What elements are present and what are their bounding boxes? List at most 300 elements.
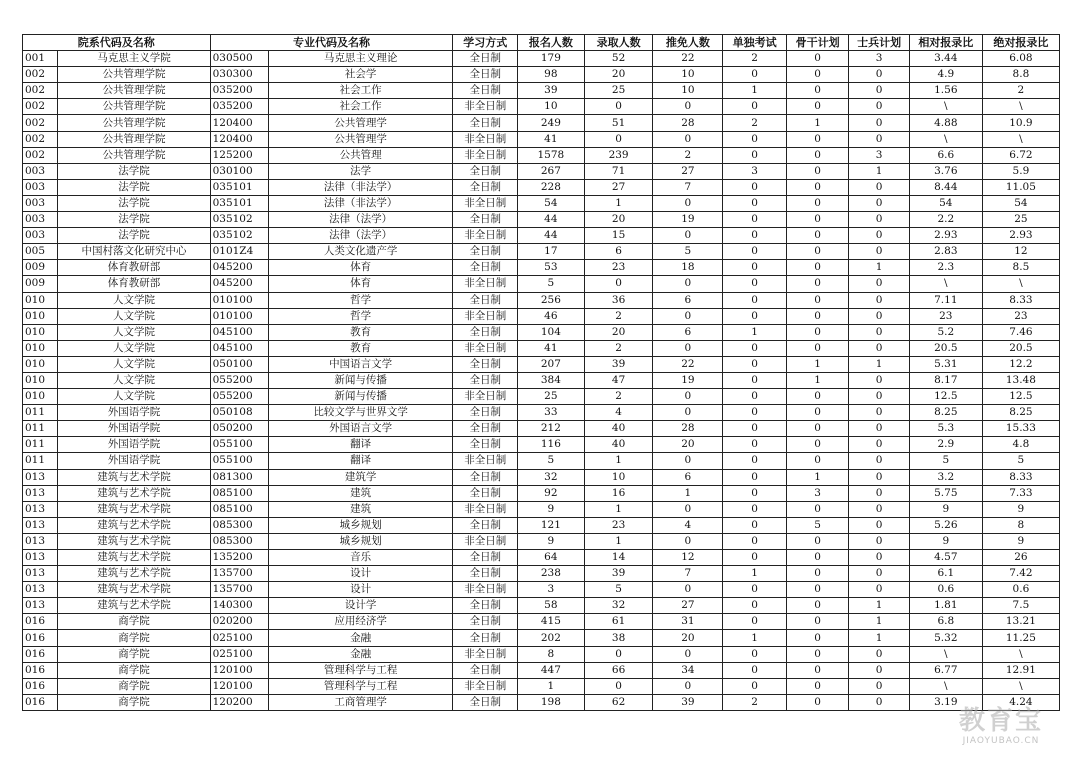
cell-relative-ratio: 5.3 <box>909 421 982 437</box>
cell-relative-ratio: \ <box>909 646 982 662</box>
cell-relative-ratio: 12.5 <box>909 389 982 405</box>
cell-dept-name: 公共管理学院 <box>58 147 210 163</box>
table-row <box>23 517 1060 533</box>
cell-admitted: 6 <box>584 244 653 260</box>
col-header-department: 院系代码及名称 <box>23 35 211 51</box>
cell-major-code: 035101 <box>210 179 268 195</box>
cell-dept-code: 010 <box>23 292 58 308</box>
cell-major-code: 055200 <box>210 372 268 388</box>
table-row <box>23 646 1060 662</box>
cell-major-name: 人类文化遗产学 <box>268 244 452 260</box>
cell-major-name: 城乡规划 <box>268 533 452 549</box>
cell-soldier-plan: 0 <box>849 550 909 566</box>
cell-relative-ratio: 0.6 <box>909 582 982 598</box>
cell-separate-exam: 2 <box>723 115 787 131</box>
cell-absolute-ratio: 26 <box>982 550 1059 566</box>
cell-applicants: 32 <box>518 469 585 485</box>
cell-major-code: 030100 <box>210 163 268 179</box>
cell-dept-code: 002 <box>23 131 58 147</box>
cell-dept-name: 人文学院 <box>58 389 210 405</box>
cell-absolute-ratio: \ <box>982 646 1059 662</box>
cell-applicants: 98 <box>518 67 585 83</box>
cell-dept-code: 016 <box>23 646 58 662</box>
cell-relative-ratio: 3.19 <box>909 694 982 710</box>
cell-soldier-plan: 0 <box>849 131 909 147</box>
cell-separate-exam: 3 <box>723 163 787 179</box>
cell-dept-code: 010 <box>23 389 58 405</box>
cell-study-mode: 全日制 <box>453 179 518 195</box>
cell-soldier-plan: 0 <box>849 517 909 533</box>
cell-dept-code: 016 <box>23 614 58 630</box>
cell-applicants: 64 <box>518 550 585 566</box>
cell-dept-code: 003 <box>23 228 58 244</box>
cell-dept-name: 法学院 <box>58 179 210 195</box>
cell-soldier-plan: 1 <box>849 614 909 630</box>
cell-absolute-ratio: 13.48 <box>982 372 1059 388</box>
cell-absolute-ratio: 7.46 <box>982 324 1059 340</box>
cell-dept-code: 005 <box>23 244 58 260</box>
cell-recommended: 39 <box>653 694 723 710</box>
cell-major-code: 135700 <box>210 582 268 598</box>
cell-recommended: 28 <box>653 115 723 131</box>
cell-applicants: 207 <box>518 356 585 372</box>
cell-dept-name: 公共管理学院 <box>58 67 210 83</box>
table-row <box>23 630 1060 646</box>
cell-relative-ratio: \ <box>909 678 982 694</box>
cell-backbone-plan: 0 <box>786 614 849 630</box>
cell-backbone-plan: 0 <box>786 533 849 549</box>
cell-major-code: 120100 <box>210 662 268 678</box>
cell-recommended: 20 <box>653 630 723 646</box>
cell-study-mode: 全日制 <box>453 244 518 260</box>
cell-recommended: 0 <box>653 389 723 405</box>
cell-study-mode: 全日制 <box>453 485 518 501</box>
cell-major-name: 公共管理 <box>268 147 452 163</box>
cell-admitted: 4 <box>584 405 653 421</box>
cell-separate-exam: 0 <box>723 405 787 421</box>
cell-separate-exam: 0 <box>723 212 787 228</box>
col-header-backbone-plan: 骨干计划 <box>786 35 849 51</box>
cell-separate-exam: 0 <box>723 550 787 566</box>
cell-admitted: 15 <box>584 228 653 244</box>
cell-recommended: 0 <box>653 678 723 694</box>
cell-admitted: 0 <box>584 131 653 147</box>
cell-soldier-plan: 0 <box>849 566 909 582</box>
cell-major-name: 哲学 <box>268 292 452 308</box>
cell-separate-exam: 0 <box>723 437 787 453</box>
cell-absolute-ratio: 9 <box>982 501 1059 517</box>
table-row <box>23 276 1060 292</box>
cell-dept-name: 外国语学院 <box>58 405 210 421</box>
cell-relative-ratio: 5.32 <box>909 630 982 646</box>
cell-dept-code: 013 <box>23 485 58 501</box>
cell-soldier-plan: 0 <box>849 308 909 324</box>
cell-admitted: 14 <box>584 550 653 566</box>
cell-major-code: 035102 <box>210 228 268 244</box>
cell-applicants: 54 <box>518 195 585 211</box>
cell-major-name: 公共管理学 <box>268 115 452 131</box>
cell-relative-ratio: 5.31 <box>909 356 982 372</box>
cell-admitted: 16 <box>584 485 653 501</box>
cell-separate-exam: 0 <box>723 678 787 694</box>
cell-major-code: 055100 <box>210 437 268 453</box>
table-row <box>23 131 1060 147</box>
cell-separate-exam: 0 <box>723 147 787 163</box>
watermark-text: 教育宝 <box>958 706 1043 736</box>
cell-major-name: 建筑 <box>268 485 452 501</box>
cell-absolute-ratio: 8.8 <box>982 67 1059 83</box>
cell-dept-name: 体育教研部 <box>58 260 210 276</box>
cell-study-mode: 全日制 <box>453 372 518 388</box>
cell-backbone-plan: 0 <box>786 550 849 566</box>
cell-admitted: 1 <box>584 501 653 517</box>
cell-relative-ratio: 7.11 <box>909 292 982 308</box>
cell-absolute-ratio: 7.42 <box>982 566 1059 582</box>
cell-dept-code: 003 <box>23 163 58 179</box>
table-row <box>23 533 1060 549</box>
cell-major-code: 055100 <box>210 453 268 469</box>
cell-major-code: 050100 <box>210 356 268 372</box>
cell-backbone-plan: 0 <box>786 678 849 694</box>
cell-major-name: 翻译 <box>268 437 452 453</box>
cell-dept-name: 马克思主义学院 <box>58 51 210 67</box>
cell-study-mode: 非全日制 <box>453 582 518 598</box>
cell-major-name: 法律（法学） <box>268 228 452 244</box>
table-row <box>23 212 1060 228</box>
watermark-logo <box>946 706 1056 746</box>
cell-admitted: 10 <box>584 469 653 485</box>
col-header-separate-exam: 单独考试 <box>723 35 787 51</box>
cell-relative-ratio: 3.2 <box>909 469 982 485</box>
cell-backbone-plan: 0 <box>786 582 849 598</box>
cell-major-name: 城乡规划 <box>268 517 452 533</box>
col-header-admitted: 录取人数 <box>584 35 653 51</box>
cell-major-code: 120400 <box>210 131 268 147</box>
cell-relative-ratio: 1.81 <box>909 598 982 614</box>
cell-relative-ratio: \ <box>909 276 982 292</box>
cell-major-code: 045200 <box>210 276 268 292</box>
cell-soldier-plan: 0 <box>849 582 909 598</box>
cell-soldier-plan: 1 <box>849 163 909 179</box>
cell-dept-code: 011 <box>23 405 58 421</box>
cell-soldier-plan: 0 <box>849 67 909 83</box>
cell-separate-exam: 0 <box>723 195 787 211</box>
table-row <box>23 405 1060 421</box>
cell-backbone-plan: 0 <box>786 276 849 292</box>
cell-relative-ratio: 6.77 <box>909 662 982 678</box>
cell-major-code: 085100 <box>210 485 268 501</box>
cell-study-mode: 全日制 <box>453 356 518 372</box>
cell-applicants: 179 <box>518 51 585 67</box>
cell-dept-name: 建筑与艺术学院 <box>58 598 210 614</box>
cell-admitted: 239 <box>584 147 653 163</box>
cell-soldier-plan: 0 <box>849 453 909 469</box>
table-row <box>23 566 1060 582</box>
cell-relative-ratio: \ <box>909 131 982 147</box>
cell-separate-exam: 2 <box>723 51 787 67</box>
cell-backbone-plan: 0 <box>786 212 849 228</box>
cell-separate-exam: 0 <box>723 421 787 437</box>
table-row <box>23 453 1060 469</box>
cell-relative-ratio: 8.17 <box>909 372 982 388</box>
cell-absolute-ratio: 11.25 <box>982 630 1059 646</box>
cell-study-mode: 全日制 <box>453 405 518 421</box>
cell-dept-name: 建筑与艺术学院 <box>58 582 210 598</box>
cell-dept-name: 外国语学院 <box>58 421 210 437</box>
cell-study-mode: 非全日制 <box>453 340 518 356</box>
table-row <box>23 308 1060 324</box>
table-body <box>23 51 1060 711</box>
cell-recommended: 22 <box>653 51 723 67</box>
cell-major-name: 新闻与传播 <box>268 389 452 405</box>
cell-study-mode: 非全日制 <box>453 389 518 405</box>
cell-recommended: 10 <box>653 67 723 83</box>
cell-major-name: 法律（非法学） <box>268 179 452 195</box>
table-row <box>23 163 1060 179</box>
cell-backbone-plan: 0 <box>786 260 849 276</box>
cell-major-code: 125200 <box>210 147 268 163</box>
cell-absolute-ratio: 7.33 <box>982 485 1059 501</box>
cell-applicants: 384 <box>518 372 585 388</box>
cell-backbone-plan: 0 <box>786 67 849 83</box>
cell-absolute-ratio: \ <box>982 678 1059 694</box>
cell-separate-exam: 0 <box>723 646 787 662</box>
cell-applicants: 121 <box>518 517 585 533</box>
table-row <box>23 324 1060 340</box>
cell-major-code: 120100 <box>210 678 268 694</box>
cell-absolute-ratio: 15.33 <box>982 421 1059 437</box>
cell-backbone-plan: 0 <box>786 83 849 99</box>
cell-study-mode: 非全日制 <box>453 501 518 517</box>
cell-recommended: 0 <box>653 453 723 469</box>
cell-backbone-plan: 1 <box>786 469 849 485</box>
cell-relative-ratio: 2.93 <box>909 228 982 244</box>
cell-absolute-ratio: 23 <box>982 308 1059 324</box>
cell-dept-name: 人文学院 <box>58 308 210 324</box>
cell-dept-name: 建筑与艺术学院 <box>58 469 210 485</box>
cell-major-code: 030500 <box>210 51 268 67</box>
cell-study-mode: 全日制 <box>453 51 518 67</box>
cell-major-code: 035200 <box>210 99 268 115</box>
cell-major-name: 金融 <box>268 630 452 646</box>
cell-recommended: 10 <box>653 83 723 99</box>
cell-major-code: 085300 <box>210 533 268 549</box>
cell-soldier-plan: 0 <box>849 662 909 678</box>
cell-backbone-plan: 0 <box>786 228 849 244</box>
cell-applicants: 238 <box>518 566 585 582</box>
table-row <box>23 678 1060 694</box>
cell-separate-exam: 0 <box>723 356 787 372</box>
cell-major-code: 045200 <box>210 260 268 276</box>
table-row <box>23 694 1060 710</box>
cell-admitted: 0 <box>584 678 653 694</box>
table-row <box>23 51 1060 67</box>
table-row <box>23 421 1060 437</box>
cell-soldier-plan: 0 <box>849 421 909 437</box>
cell-dept-name: 法学院 <box>58 163 210 179</box>
table-row <box>23 614 1060 630</box>
cell-admitted: 25 <box>584 83 653 99</box>
cell-separate-exam: 1 <box>723 566 787 582</box>
cell-admitted: 52 <box>584 51 653 67</box>
cell-study-mode: 全日制 <box>453 421 518 437</box>
cell-dept-name: 人文学院 <box>58 340 210 356</box>
cell-separate-exam: 0 <box>723 67 787 83</box>
cell-major-name: 应用经济学 <box>268 614 452 630</box>
cell-soldier-plan: 1 <box>849 260 909 276</box>
cell-applicants: 33 <box>518 405 585 421</box>
cell-recommended: 0 <box>653 646 723 662</box>
cell-recommended: 0 <box>653 501 723 517</box>
cell-recommended: 0 <box>653 405 723 421</box>
cell-applicants: 256 <box>518 292 585 308</box>
cell-relative-ratio: 4.57 <box>909 550 982 566</box>
table-row <box>23 550 1060 566</box>
cell-recommended: 7 <box>653 566 723 582</box>
cell-major-code: 0101Z4 <box>210 244 268 260</box>
cell-absolute-ratio: 8.25 <box>982 405 1059 421</box>
cell-relative-ratio: 5.2 <box>909 324 982 340</box>
cell-applicants: 249 <box>518 115 585 131</box>
cell-dept-code: 013 <box>23 517 58 533</box>
cell-applicants: 202 <box>518 630 585 646</box>
cell-study-mode: 非全日制 <box>453 147 518 163</box>
cell-separate-exam: 0 <box>723 99 787 115</box>
cell-absolute-ratio: \ <box>982 276 1059 292</box>
cell-dept-code: 009 <box>23 276 58 292</box>
cell-major-name: 法律（非法学） <box>268 195 452 211</box>
cell-study-mode: 全日制 <box>453 324 518 340</box>
col-header-absolute-ratio: 绝对报录比 <box>982 35 1059 51</box>
cell-backbone-plan: 0 <box>786 324 849 340</box>
cell-dept-code: 003 <box>23 179 58 195</box>
cell-absolute-ratio: 6.08 <box>982 51 1059 67</box>
col-header-soldier-plan: 士兵计划 <box>849 35 909 51</box>
cell-relative-ratio: 5.75 <box>909 485 982 501</box>
cell-dept-code: 003 <box>23 212 58 228</box>
cell-dept-code: 013 <box>23 469 58 485</box>
cell-backbone-plan: 3 <box>786 485 849 501</box>
cell-backbone-plan: 0 <box>786 437 849 453</box>
cell-backbone-plan: 5 <box>786 517 849 533</box>
cell-soldier-plan: 0 <box>849 646 909 662</box>
cell-major-code: 050108 <box>210 405 268 421</box>
table-row <box>23 83 1060 99</box>
cell-dept-code: 013 <box>23 533 58 549</box>
cell-absolute-ratio: 20.5 <box>982 340 1059 356</box>
cell-recommended: 18 <box>653 260 723 276</box>
cell-applicants: 415 <box>518 614 585 630</box>
cell-dept-code: 016 <box>23 630 58 646</box>
cell-recommended: 5 <box>653 244 723 260</box>
cell-separate-exam: 0 <box>723 389 787 405</box>
cell-dept-code: 013 <box>23 550 58 566</box>
cell-major-name: 外国语言文学 <box>268 421 452 437</box>
cell-recommended: 19 <box>653 212 723 228</box>
cell-major-name: 公共管理学 <box>268 131 452 147</box>
cell-major-name: 建筑学 <box>268 469 452 485</box>
cell-study-mode: 非全日制 <box>453 453 518 469</box>
cell-study-mode: 全日制 <box>453 163 518 179</box>
cell-soldier-plan: 0 <box>849 228 909 244</box>
cell-study-mode: 全日制 <box>453 437 518 453</box>
cell-recommended: 6 <box>653 324 723 340</box>
cell-study-mode: 全日制 <box>453 292 518 308</box>
cell-backbone-plan: 1 <box>786 115 849 131</box>
cell-major-code: 045100 <box>210 324 268 340</box>
cell-admitted: 71 <box>584 163 653 179</box>
cell-backbone-plan: 0 <box>786 340 849 356</box>
cell-dept-code: 011 <box>23 421 58 437</box>
cell-dept-name: 人文学院 <box>58 356 210 372</box>
cell-study-mode: 非全日制 <box>453 678 518 694</box>
cell-recommended: 0 <box>653 131 723 147</box>
cell-relative-ratio: 5.26 <box>909 517 982 533</box>
cell-admitted: 20 <box>584 324 653 340</box>
cell-major-name: 社会学 <box>268 67 452 83</box>
cell-backbone-plan: 0 <box>786 389 849 405</box>
cell-major-code: 025100 <box>210 646 268 662</box>
cell-soldier-plan: 0 <box>849 389 909 405</box>
cell-applicants: 104 <box>518 324 585 340</box>
cell-admitted: 23 <box>584 517 653 533</box>
cell-separate-exam: 1 <box>723 324 787 340</box>
cell-absolute-ratio: 25 <box>982 212 1059 228</box>
admission-table-sheet <box>22 34 1060 711</box>
cell-dept-name: 外国语学院 <box>58 453 210 469</box>
table-row <box>23 662 1060 678</box>
cell-backbone-plan: 0 <box>786 179 849 195</box>
cell-absolute-ratio: 2.93 <box>982 228 1059 244</box>
cell-dept-code: 003 <box>23 195 58 211</box>
cell-soldier-plan: 0 <box>849 469 909 485</box>
cell-applicants: 41 <box>518 131 585 147</box>
cell-absolute-ratio: 8.33 <box>982 469 1059 485</box>
table-row <box>23 147 1060 163</box>
cell-dept-name: 建筑与艺术学院 <box>58 517 210 533</box>
cell-dept-name: 商学院 <box>58 662 210 678</box>
cell-study-mode: 全日制 <box>453 83 518 99</box>
cell-separate-exam: 2 <box>723 694 787 710</box>
cell-study-mode: 非全日制 <box>453 308 518 324</box>
cell-study-mode: 全日制 <box>453 598 518 614</box>
cell-applicants: 53 <box>518 260 585 276</box>
cell-major-name: 哲学 <box>268 308 452 324</box>
cell-soldier-plan: 0 <box>849 115 909 131</box>
cell-dept-code: 011 <box>23 437 58 453</box>
cell-relative-ratio: 3.76 <box>909 163 982 179</box>
cell-admitted: 51 <box>584 115 653 131</box>
cell-recommended: 7 <box>653 179 723 195</box>
cell-absolute-ratio: 11.05 <box>982 179 1059 195</box>
cell-applicants: 116 <box>518 437 585 453</box>
cell-soldier-plan: 0 <box>849 485 909 501</box>
cell-admitted: 1 <box>584 533 653 549</box>
cell-applicants: 1 <box>518 678 585 694</box>
cell-relative-ratio: 3.44 <box>909 51 982 67</box>
cell-recommended: 27 <box>653 598 723 614</box>
col-header-major: 专业代码及名称 <box>210 35 453 51</box>
cell-applicants: 58 <box>518 598 585 614</box>
cell-major-code: 020200 <box>210 614 268 630</box>
cell-relative-ratio: 2.9 <box>909 437 982 453</box>
cell-major-code: 025100 <box>210 630 268 646</box>
cell-admitted: 32 <box>584 598 653 614</box>
cell-relative-ratio: 2.3 <box>909 260 982 276</box>
cell-dept-name: 公共管理学院 <box>58 131 210 147</box>
cell-major-code: 045100 <box>210 340 268 356</box>
cell-applicants: 267 <box>518 163 585 179</box>
